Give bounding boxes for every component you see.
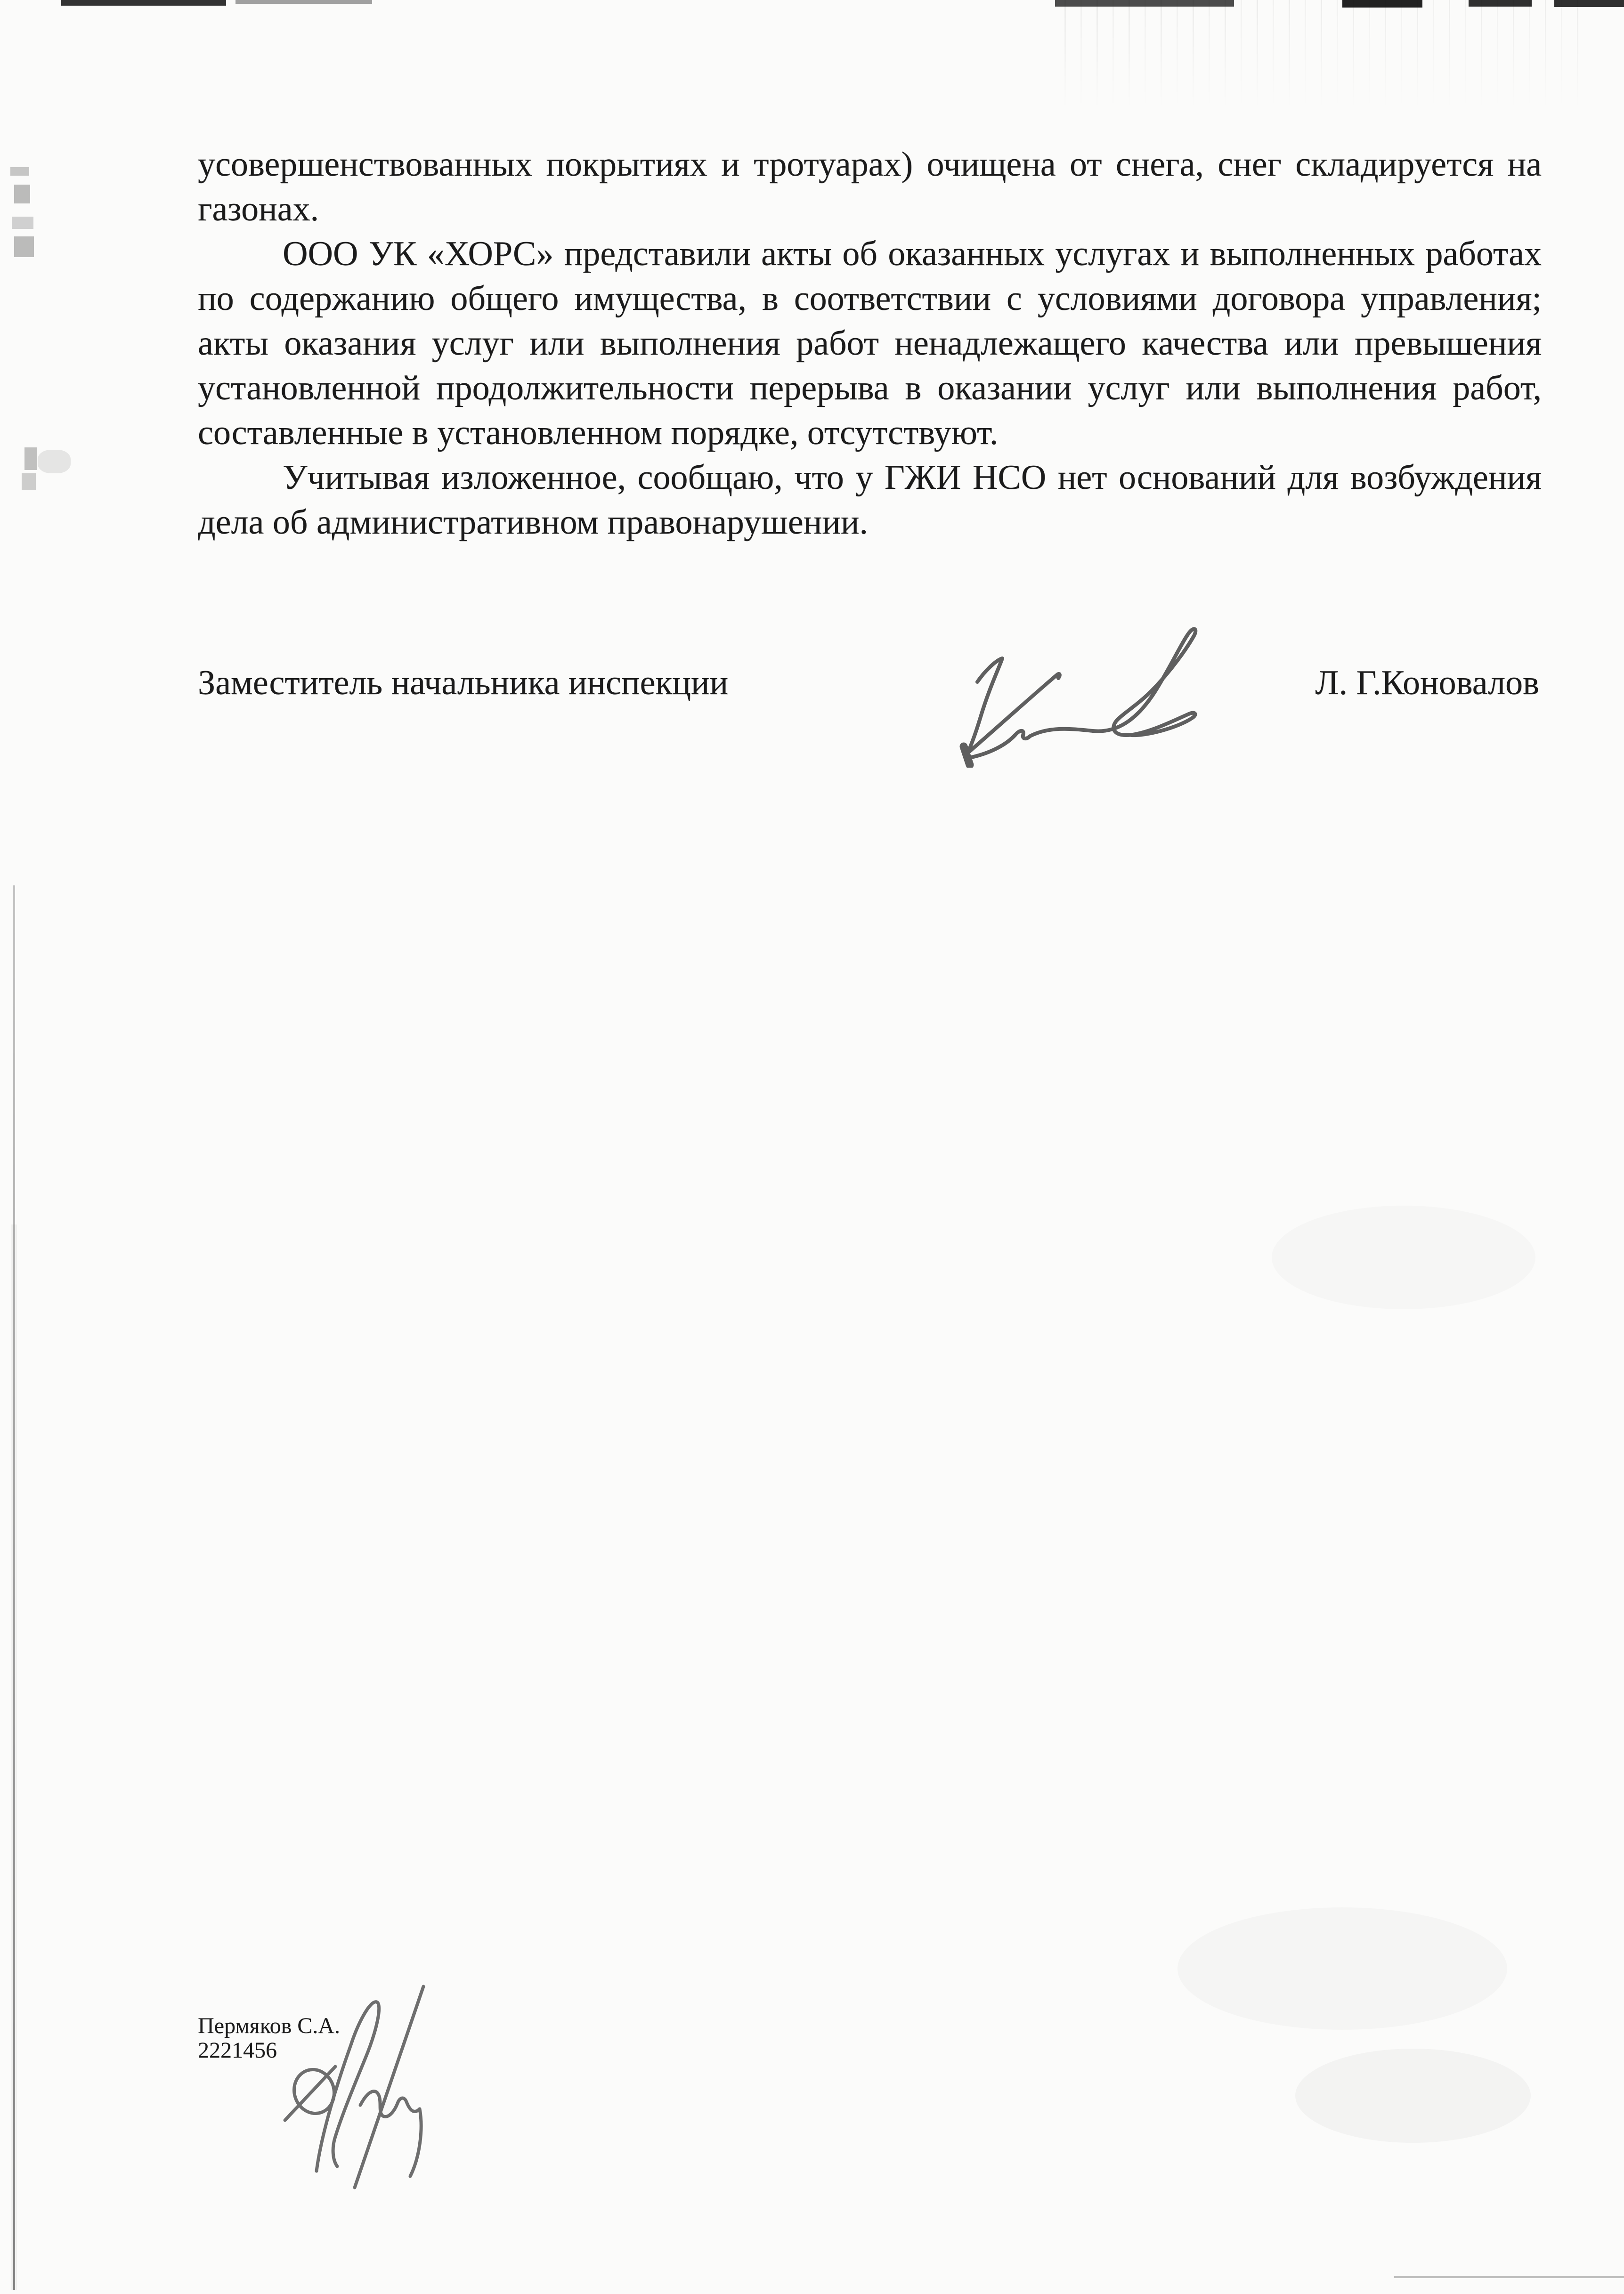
paragraph-acts: ООО УК «ХОРС» представили акты об оказанных услугах и выполненных работах по содержанию общего имущества, в соответствии с условиями договора управления; акты оказания услуг или выполнения работ ненадлежащего качества или превышения установленной продолжительности перерыва в оказании услуг или выполнения работ, составленные в установленном порядке, отсутствуют. <box>198 235 1542 452</box>
scan-artifact-top-bar <box>1055 0 1234 7</box>
scan-artifact-smudge <box>1272 1206 1535 1309</box>
scan-artifact-speck <box>14 185 30 203</box>
scan-artifact-edge-line <box>13 885 15 2290</box>
scan-artifact-bottom-line <box>1394 2276 1624 2278</box>
executor-phone: 2221456 <box>198 2038 277 2063</box>
signature-konovalov <box>918 579 1272 768</box>
scan-artifact-top-bar <box>1469 0 1532 7</box>
scan-artifact-speck <box>12 217 33 229</box>
paragraph-continuation: усовершенствованных покрытиях и тротуарах) очищена от снега, снег складируется на газонах. <box>198 145 1542 228</box>
signature-permyakov <box>264 1950 462 2204</box>
scan-artifact-speck <box>38 450 71 473</box>
scan-artifact-top-bar <box>61 0 226 6</box>
executor-name: Пермяков С.А. <box>198 2013 340 2038</box>
paragraph-conclusion: Учитывая изложенное, сообщаю, что у ГЖИ НСО нет оснований для возбуждения дела об административном правонарушении. <box>198 458 1542 542</box>
scan-artifact-smudge <box>1177 1907 1507 2030</box>
scan-artifact-streaks <box>1064 0 1592 108</box>
signer-position-title: Заместитель начальника инспекции <box>198 664 729 702</box>
letter-body <box>198 142 1542 545</box>
scan-artifact-smudge <box>1295 2049 1531 2143</box>
handwritten-signature-icon <box>918 579 1272 768</box>
scan-artifact-top-bar <box>235 0 372 4</box>
scan-artifact-speck <box>14 236 34 257</box>
scan-artifact-speck <box>22 473 36 490</box>
signer-name: Л. Г.Коновалов <box>1315 664 1539 702</box>
scan-artifact-top-bar <box>1342 0 1422 8</box>
scan-artifact-top-bar <box>1554 0 1624 7</box>
handwritten-signature-icon <box>264 1950 462 2204</box>
scan-artifact-speck <box>24 447 37 470</box>
scan-artifact-edge-line <box>11 1224 17 2290</box>
scan-artifact-speck <box>10 167 29 176</box>
